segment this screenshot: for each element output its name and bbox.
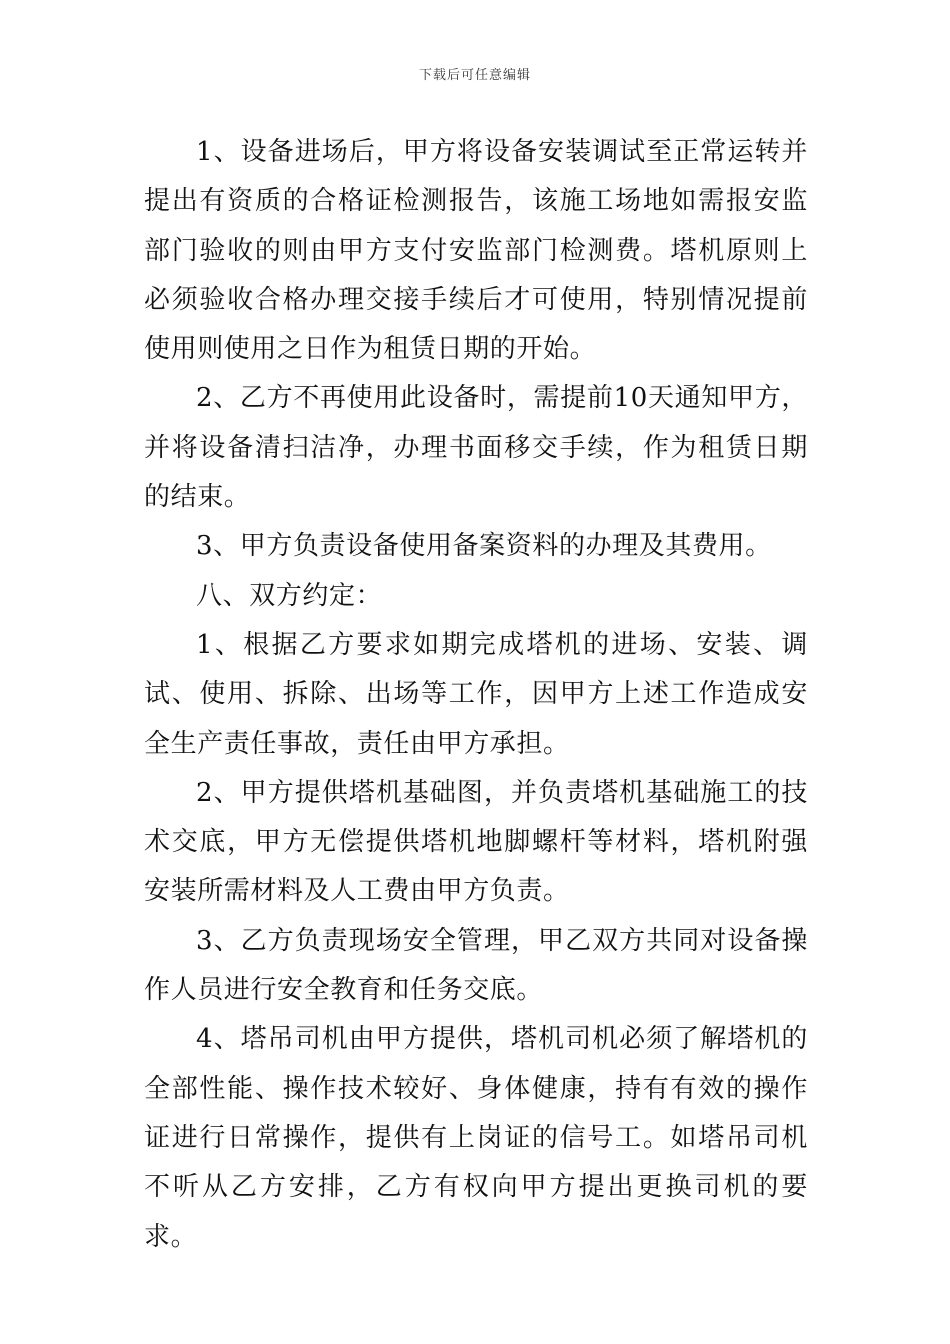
section-heading-mutual-agreement: 八、双方约定：: [196, 580, 383, 611]
document-body: [144, 128, 808, 1262]
paragraph-equipment-entry: 1、设备进场后，甲方将设备安装调试至正常运转并提出有资质的合格证检测报告，该施工场地如需报安监部门验收的则由甲方支付安监部门检测费。塔机原则上必须验收合格办理交接手续后才可使用，特别情况提前使用则使用之日作为租赁日期的开始。: [144, 137, 808, 365]
paragraph-equipment-return: 2、乙方不再使用此设备时，需提前10天通知甲方，并将设备清扫洁净，办理书面移交手续，作为租赁日期的结束。: [144, 383, 808, 513]
paragraph-crane-operator: 4、塔吊司机由甲方提供，塔机司机必须了解塔机的全部性能、操作技术较好、身体健康，持有有效的操作证进行日常操作，提供有上岗证的信号工。如塔吊司机不听从乙方安排，乙方有权向甲方提出更换司机的要求。: [144, 1024, 808, 1252]
paragraph-foundation-duty: 2、甲方提供塔机基础图，并负责塔机基础施工的技术交底，甲方无偿提供塔机地脚螺杆等材料，塔机附强安装所需材料及人工费由甲方负责。: [144, 777, 808, 907]
header-note: 下载后可任意编辑: [418, 68, 531, 83]
paragraph-filing-costs: 3、甲方负责设备使用备案资料的办理及其费用。: [196, 531, 772, 562]
paragraph-installation-duty: 1、根据乙方要求如期完成塔机的进场、安装、调试、使用、拆除、出场等工作，因甲方上述工作造成安全生产责任事故，责任由甲方承担。: [144, 629, 808, 759]
paragraph-safety-management: 3、乙方负责现场安全管理，甲乙双方共同对设备操作人员进行安全教育和任务交底。: [144, 925, 808, 1006]
